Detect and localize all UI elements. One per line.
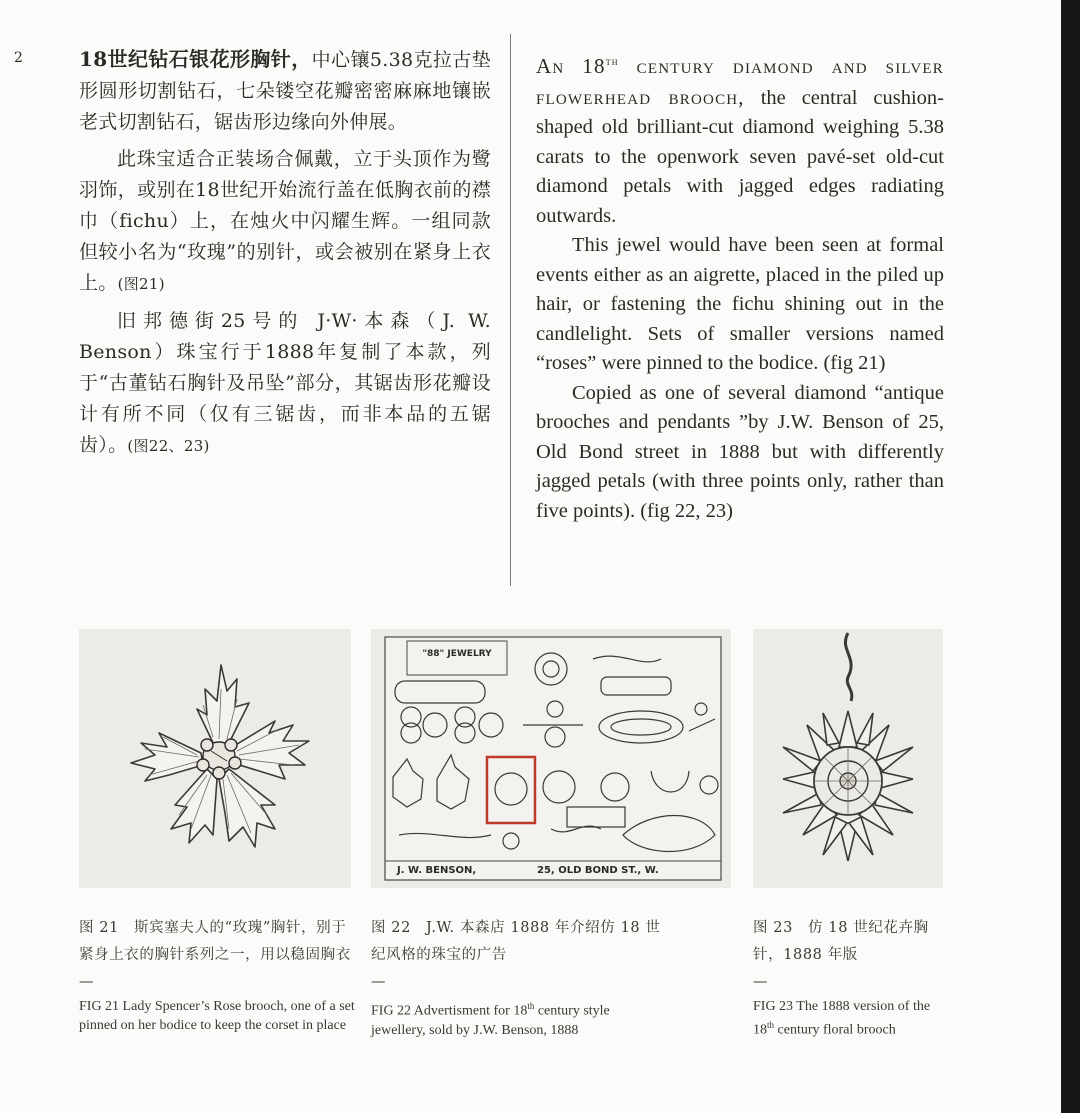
figure-23-caption <box>753 915 948 1040</box>
chinese-column <box>79 44 491 462</box>
column-divider <box>510 34 511 586</box>
english-paragraph-1: An 18th century diamond and silver flowerhead brooch, the central cushion-shaped old brilliant-cut diamond weighing 5.38 carats to the openwork seven pavé-set old-cut diamond petals with jagged edges radiating outwards. <box>536 54 944 227</box>
advert-heading: "88" JEWELRY <box>422 649 492 659</box>
page-edge <box>1061 0 1080 1113</box>
figure-22-caption <box>371 915 661 1040</box>
chinese-title: 18世纪钻石银花形胸针， <box>79 47 312 71</box>
english-paragraph-3: Copied as one of several diamond “antique brooches and pendants ”by J.W. Benson of 25, Old Bond street in 1888 but with differently jagged petals (with three points only, rather than five points). (fig 22, 23) <box>536 381 944 522</box>
figure-23-pendant-image <box>753 629 943 888</box>
figure-ref: (图21) <box>117 275 165 293</box>
caption-zh: 图 23 仿 18 世纪花卉胸针，1888 年版 <box>753 920 929 963</box>
advert-footer-right: 25, OLD BOND ST., W. <box>537 865 659 876</box>
caption-separator: — <box>79 974 94 990</box>
figure-22-advertisement-image <box>371 629 731 888</box>
caption-en: FIG 21 Lady Spencer’s Rose brooch, one of a set pinned on her bodice to keep the corset in place <box>79 999 355 1033</box>
caption-zh: 图 21 斯宾塞夫人的“玫瑰”胸针，别于紧身上衣的胸针系列之一，用以稳固胸衣 <box>79 920 351 963</box>
figure-21-caption <box>79 915 357 1035</box>
chinese-paragraph-1: 18世纪钻石银花形胸针，中心镶5.38克拉古垫形圆形切割钻石，七朵镂空花瓣密密麻麻地镶嵌老式切割钻石，锯齿形边缘向外伸展。 <box>79 47 492 133</box>
chinese-paragraph-2: 此珠宝适合正装场合佩戴，立于头顶作为鹭羽饰，或别在18世纪开始流行盖在低胸衣前的襟巾（fichu）上，在烛火中闪耀生辉。一组同款但较小名为“玫瑰”的别针，或会被别在紧身上衣上。(图21) <box>79 148 491 294</box>
caption-separator: — <box>753 974 768 990</box>
caption-separator: — <box>371 974 386 990</box>
english-heading: An 18th century diamond and silver flowerhead brooch, <box>536 54 944 109</box>
caption-en: FIG 22 Advertisment for 18th century style jewellery, sold by J.W. Benson, 1888 <box>371 1001 610 1038</box>
figure-21-rose-brooch-image <box>79 629 351 888</box>
chinese-paragraph-3: 旧邦德街25号的 J·W·本森（J. W. Benson）珠宝行于1888年复制了本款，列于“古董钻石胸针及吊坠”部分，其锯齿形花瓣设计有所不同（仅有三锯齿，而非本品的五锯齿）。(图22、23) <box>79 310 491 456</box>
advert-footer-left: J. W. BENSON, <box>397 865 477 876</box>
caption-en: FIG 23 The 1888 version of the 18th century floral brooch <box>753 999 931 1038</box>
figure-ref: (图22、23) <box>127 437 210 455</box>
caption-zh: 图 22 J.W. 本森店 1888 年介绍仿 18 世纪风格的珠宝的广告 <box>371 920 661 963</box>
english-paragraph-2: This jewel would have been seen at formal events either as an aigrette, placed in the piled up hair, or fastening the fichu shining out in the candlelight. Sets of smaller versions named “roses” were pinned to the bodice. (fig 21) <box>536 234 944 374</box>
english-column <box>536 48 944 526</box>
page-number: 2 <box>14 50 23 66</box>
